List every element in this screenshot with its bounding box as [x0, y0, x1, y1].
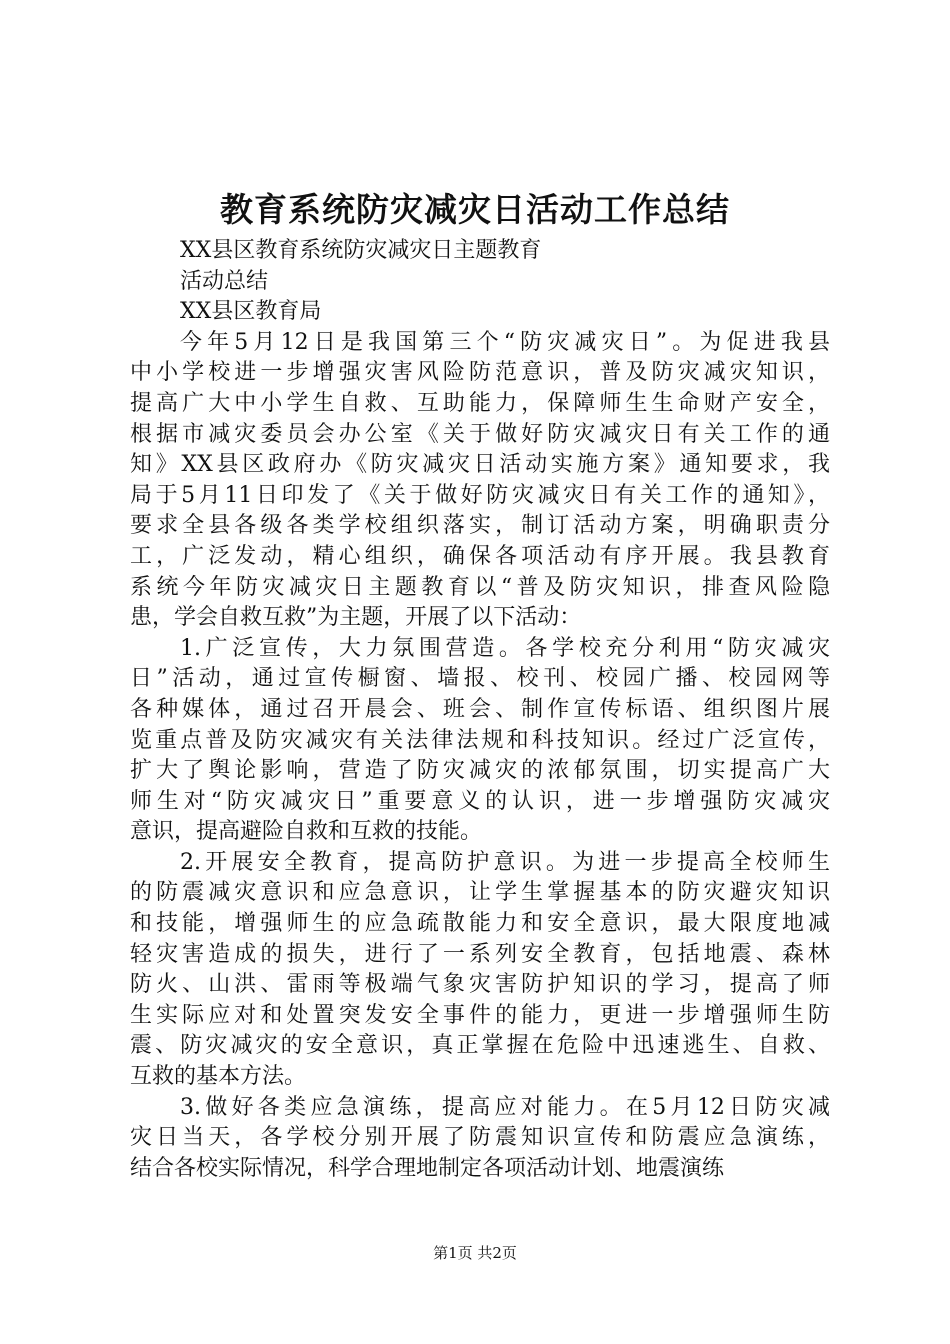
paragraph-line: 震、防灾减灾的安全意识，真正掌握在危险中迅速逃生、自救、 [130, 1033, 830, 1059]
document-title: 教育系统防灾减灾日活动工作总结 [220, 190, 730, 229]
paragraph-line: 生实际应对和处置突发安全事件的能力，更进一步增强师生防 [130, 1002, 830, 1028]
paragraph-line: 灾日当天，各学校分别开展了防震知识宣传和防震应急演练， [130, 1125, 830, 1151]
header-line: XX县区教育局 [180, 299, 322, 325]
paragraph-line: 中小学校进一步增强灾害风险防范意识，普及防灾减灾知识， [130, 360, 830, 386]
paragraph-list [130, 328, 830, 1185]
paragraph-line: 知》XX县区政府办《防灾减灾日活动实施方案》通知要求，我 [130, 452, 830, 478]
paragraph-line: 互救的基本方法。 [130, 1064, 307, 1090]
paragraph-line: 轻灾害造成的损失，进行了一系列安全教育，包括地震、森林 [130, 941, 830, 967]
paragraph-line: 防火、山洪、雷雨等极端气象灾害防护知识的学习，提高了师 [130, 972, 830, 998]
paragraph-line: 各种媒体，通过召开晨会、班会、制作宣传标语、组织图片展 [130, 696, 830, 722]
paragraph-line: 系统今年防灾减灾日主题教育以“普及防灾知识，排查风险隐 [130, 574, 830, 600]
paragraph-line: 意识，提高避险自救和互救的技能。 [130, 819, 483, 845]
page-number: 第1页 共2页 [433, 1244, 517, 1262]
paragraph-line: 2.开展安全教育，提高防护意识。为进一步提高全校师生 [180, 849, 830, 875]
paragraph-line: 师生对“防灾减灾日”重要意义的认识，进一步增强防灾减灾 [130, 788, 830, 814]
paragraph-line: 扩大了舆论影响，营造了防灾减灾的浓郁氛围，切实提高广大 [130, 758, 830, 784]
paragraph-line: 局于5月11日印发了《关于做好防灾减灾日有关工作的通知》， [130, 482, 830, 508]
paragraph-line: 工，广泛发动，精心组织，确保各项活动有序开展。我县教育 [130, 543, 830, 569]
paragraph-line: 1.广泛宣传，大力氛围营造。各学校充分利用“防灾减灾 [180, 635, 830, 661]
paragraph-line: 要求全县各级各类学校组织落实，制订活动方案，明确职责分 [130, 513, 830, 539]
paragraph-line: 结合各校实际情况，科学合理地制定各项活动计划、地震演练 [130, 1155, 725, 1181]
paragraph-line: 3.做好各类应急演练，提高应对能力。在5月12日防灾减 [180, 1094, 830, 1120]
header-line: XX县区教育系统防灾减灾日主题教育 [180, 238, 542, 263]
paragraph-line: 的防震减灾意识和应急意识，让学生掌握基本的防灾避灾知识 [130, 880, 830, 906]
paragraph [130, 634, 830, 848]
paragraph-line: 患，学会自救互救”为主题，开展了以下活动： [130, 605, 582, 631]
paragraph [130, 328, 830, 634]
paragraph-line: 提高广大中小学生自救、互助能力，保障师生生命财产安全， [130, 390, 830, 416]
paragraph [130, 848, 830, 1093]
paragraph-line: 和技能，增强师生的应急疏散能力和安全意识，最大限度地减 [130, 911, 830, 937]
document-body [130, 236, 830, 1184]
paragraph-line: 日”活动，通过宣传橱窗、墙报、校刊、校园广播、校园网等 [130, 666, 830, 692]
paragraph-line: 根据市减灾委员会办公室《关于做好防灾减灾日有关工作的通 [130, 421, 830, 447]
paragraph-line: 今年5月12日是我国第三个“防灾减灾日”。为促进我县 [180, 329, 830, 355]
header-line: 活动总结 [180, 268, 269, 294]
paragraph [130, 1093, 830, 1185]
paragraph-line: 览重点普及防灾减灾有关法律法规和科技知识。经过广泛宣传， [130, 727, 830, 753]
